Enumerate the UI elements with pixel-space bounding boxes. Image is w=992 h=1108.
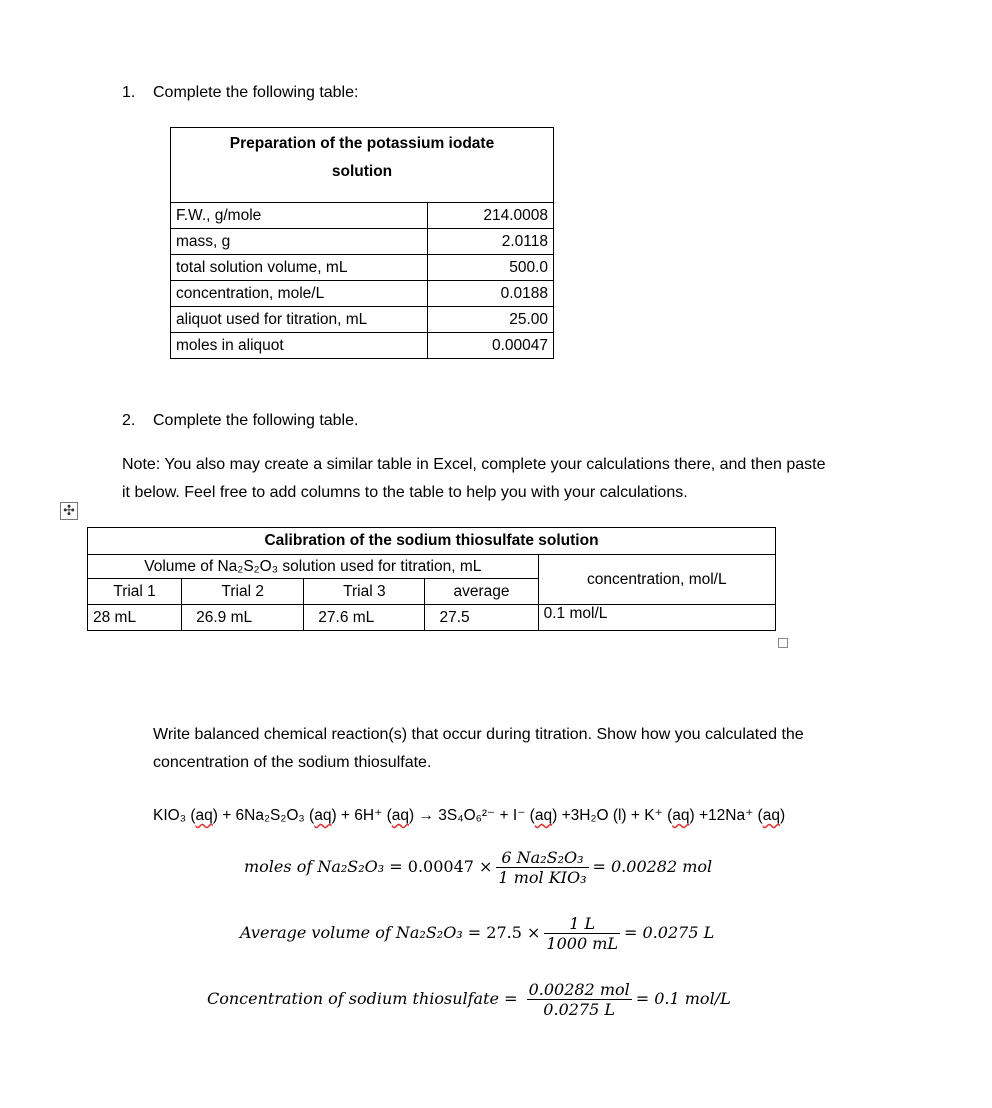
row-value[interactable]: 500.0 — [428, 255, 554, 281]
concentration-header: concentration, mol/L — [538, 555, 775, 605]
row-label: aliquot used for titration, mL — [171, 307, 428, 333]
fraction-denominator: 1000 mL — [546, 934, 619, 953]
reaction-text: ) +12Na⁺ ( — [689, 807, 763, 824]
equation-lhs: moles of Na₂S₂O₃ = — [244, 857, 408, 876]
col-average: average — [425, 579, 538, 605]
row-value[interactable]: 214.0008 — [428, 203, 554, 229]
fraction-denominator: 0.0275 L — [543, 1000, 615, 1019]
concentration-value[interactable]: 0.1 mol/L — [538, 605, 775, 631]
table-row — [171, 203, 554, 229]
table-move-handle-icon[interactable]: ✣ — [60, 502, 78, 520]
equation-factor: 0.00047 × — [407, 857, 493, 876]
row-value[interactable]: 2.0118 — [428, 229, 554, 255]
table-row — [88, 605, 776, 631]
q2-text: Complete the following table. — [153, 412, 359, 429]
reaction-text: KIO₃ ( — [153, 807, 196, 824]
balanced-reaction — [153, 806, 785, 825]
equation-result: = 0.0275 L — [624, 923, 715, 942]
aq-label: aq — [762, 807, 780, 824]
table2-title: Calibration of the sodium thiosulfate solution — [88, 528, 776, 555]
row-value[interactable]: 25.00 — [428, 307, 554, 333]
aq-label: aq — [534, 807, 553, 824]
moles-equation — [244, 848, 712, 887]
equation-result: = 0.1 mol/L — [635, 989, 731, 1008]
table-row — [171, 255, 554, 281]
aq-label: aq — [314, 807, 332, 824]
equation-lhs: Concentration of sodium thiosulfate = — [207, 989, 523, 1008]
table-resize-handle-icon[interactable] — [778, 638, 788, 648]
note-line-2: it below. Feel free to add columns to the table to help you with your calculations. — [122, 484, 688, 501]
equation-lhs: Average volume of Na₂S₂O₃ = — [240, 923, 487, 942]
aq-label: aq — [672, 807, 690, 824]
row-value[interactable]: 0.0188 — [428, 281, 554, 307]
average-value[interactable]: 27.5 — [425, 605, 538, 631]
aq-label: aq — [391, 807, 410, 824]
prompt-line-2: concentration of the sodium thiosulfate. — [153, 754, 432, 771]
table-row — [171, 333, 554, 359]
col-trial-3: Trial 3 — [304, 579, 425, 605]
volume-equation — [240, 914, 714, 953]
trial-1-value[interactable]: 28 mL — [88, 605, 182, 631]
equation-result: = 0.00282 mol — [592, 857, 713, 876]
col-trial-1: Trial 1 — [88, 579, 182, 605]
trial-3-value[interactable]: 27.6 mL — [304, 605, 425, 631]
row-label: F.W., g/mole — [171, 203, 428, 229]
fraction-denominator: 1 mol KIO₃ — [498, 868, 587, 887]
aq-label: aq — [195, 807, 213, 824]
reaction-text: ) + 6Na₂S₂O₃ ( — [212, 807, 315, 824]
reaction-text: ) + 6H⁺ ( — [331, 807, 392, 824]
row-value[interactable]: 0.00047 — [428, 333, 554, 359]
row-label: mass, g — [171, 229, 428, 255]
equation-factor: 27.5 × — [486, 923, 541, 942]
reaction-text: ) — [779, 807, 786, 824]
fraction-numerator: 0.00282 mol — [528, 980, 630, 999]
volume-header: Volume of Na₂S₂O₃ solution used for titration, mL — [88, 555, 539, 579]
table-row — [171, 307, 554, 333]
table1-header: Preparation of the potassium iodate solution — [171, 128, 554, 203]
reaction-text: ) +3H₂O (l) + K⁺ ( — [552, 807, 673, 824]
potassium-iodate-table — [170, 127, 554, 359]
note-line-1: Note: You also may create a similar table in Excel, complete your calculations there, and then paste — [122, 456, 826, 473]
col-trial-2: Trial 2 — [182, 579, 304, 605]
row-label: total solution volume, mL — [171, 255, 428, 281]
table-row — [171, 229, 554, 255]
sodium-thiosulfate-table — [87, 527, 776, 631]
concentration-equation — [207, 980, 731, 1019]
reaction-text: ) → 3S₄O₆²⁻ + I⁻ ( — [409, 807, 535, 824]
row-label: concentration, mole/L — [171, 281, 428, 307]
prompt-line-1: Write balanced chemical reaction(s) that occur during titration. Show how you calculated the — [153, 726, 804, 743]
row-label: moles in aliquot — [171, 333, 428, 359]
q1-number: 1. — [122, 84, 136, 101]
fraction-numerator: 1 L — [544, 914, 620, 934]
trial-2-value[interactable]: 26.9 mL — [182, 605, 304, 631]
q2-number: 2. — [122, 412, 136, 429]
fraction-numerator: 6 Na₂S₂O₃ — [496, 848, 588, 868]
q1-text: Complete the following table: — [153, 84, 359, 101]
table-row — [171, 281, 554, 307]
